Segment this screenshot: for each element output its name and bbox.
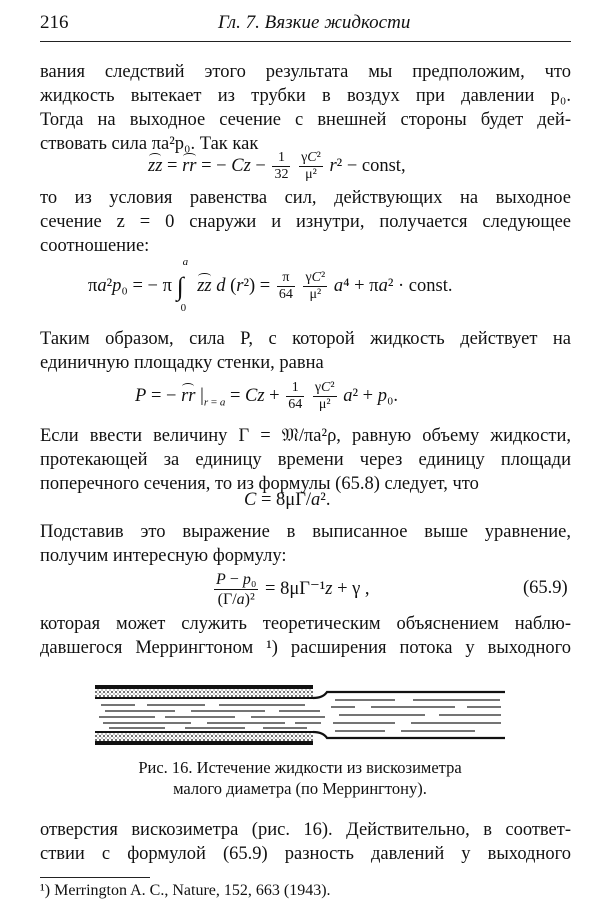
tube-wall-bottom (95, 733, 313, 741)
text-line: Если ввести величину Γ = 𝔐/πa²ρ, равную объему жидкости, (40, 426, 571, 446)
jet-boundary-bottom (313, 732, 505, 738)
tube-wall-top (95, 689, 313, 697)
text-line: то из условия равенства сил, действующих на выходное (40, 188, 571, 208)
text-line: получим интересную формулу: (40, 546, 287, 566)
equation-65-9: $\frac{\text{P − p₀}}{\text{(Γ/a)²}}$ = 8μΓ⁻¹z + γ , (216, 571, 370, 608)
text-line: поперечного сечения, то из формулы (65.8) следует, что (40, 474, 479, 494)
footnote: ¹) Merrington A. C., Nature, 152, 663 (1943). (40, 882, 331, 899)
paragraph-5 (40, 520, 571, 568)
paragraph-3 (40, 327, 571, 375)
tube-wall-bottom-inner (95, 731, 313, 733)
text-line: единичную площадку стенки, равна (40, 353, 324, 373)
jet-boundary-top (313, 692, 505, 698)
tube-wall-top-inner (95, 697, 313, 699)
paragraph-1 (40, 60, 571, 156)
text-line: жидкость вытекает из трубки в воздух при давлении p₀. (40, 86, 571, 106)
text-line: Таким образом, сила P, с которой жидкость действует на (40, 329, 571, 349)
text-line: соотношение: (40, 236, 150, 256)
paragraph-2 (40, 186, 571, 258)
text-line: Тогда на выходное сечение с внешней стороны будет дей- (40, 110, 571, 130)
tube-wall-bottom-outer (95, 741, 313, 745)
equation-number: (65.9) (523, 578, 568, 598)
footnote-rule (40, 877, 150, 878)
text-line: ствии с формулой (65.9) разность давлений у выходного (40, 844, 571, 864)
text-line: Подставив это выражение в выписанное выше уравнение, (40, 522, 571, 542)
caption-line-1: Рис. 16. Истечение жидкости из вискозиметра (138, 758, 462, 777)
paragraph-4 (40, 424, 571, 496)
figure-viscometer-flow (95, 683, 505, 754)
equation-force-balance: πa²p₀ = − π ∫ a 0 zz d (r²) = $\frac{\pi}{64}$ $\frac{\text{γC²}}{\text{μ²}}$ a⁴ + πa² · const. (88, 255, 453, 314)
text-line: протекающей за единицу времени через единицу площади (40, 450, 571, 470)
viscometer-diagram (95, 683, 505, 749)
header-rule (40, 41, 571, 42)
paragraph-7 (40, 818, 571, 866)
page-number: 216 (40, 12, 69, 33)
tube-wall-top-outer (95, 685, 313, 689)
chapter-title: Гл. 7. Вязкие жидкости (218, 12, 411, 33)
text-line: давшегося Меррингтоном ¹) расширения потока у выходного (40, 638, 571, 658)
caption-line-2: малого диаметра (по Меррингтону). (173, 779, 427, 798)
text-line: вания следствий этого результата мы предположим, что (40, 62, 571, 82)
equation-C: C = 8μΓ/a². (244, 490, 331, 510)
equation-stress-rr: zz = rr = − Cz − $\frac{1}{32}$ $\frac{\text{γC²}}{\text{μ²}}$ r² − const, (148, 150, 406, 182)
text-line: которая может служить теоретическим объяснением наблю- (40, 614, 571, 634)
text-line: ствовать сила πa²p₀. Так как (40, 134, 259, 154)
figure-caption (90, 757, 510, 799)
equation-pressure-P: P = − rr $|_{r = a} = Cz$ + $\frac{1}{64}$ $\frac{\text{γC²}}{\text{μ²}}$ a² + p₀. (135, 380, 399, 412)
flow-lines (99, 700, 501, 731)
text-line: отверстия вискозиметра (рис. 16). Действительно, в соответ- (40, 820, 571, 840)
text-line: сечение z = 0 снаружи и изнутри, получается следующее (40, 212, 571, 232)
paragraph-6 (40, 612, 571, 660)
